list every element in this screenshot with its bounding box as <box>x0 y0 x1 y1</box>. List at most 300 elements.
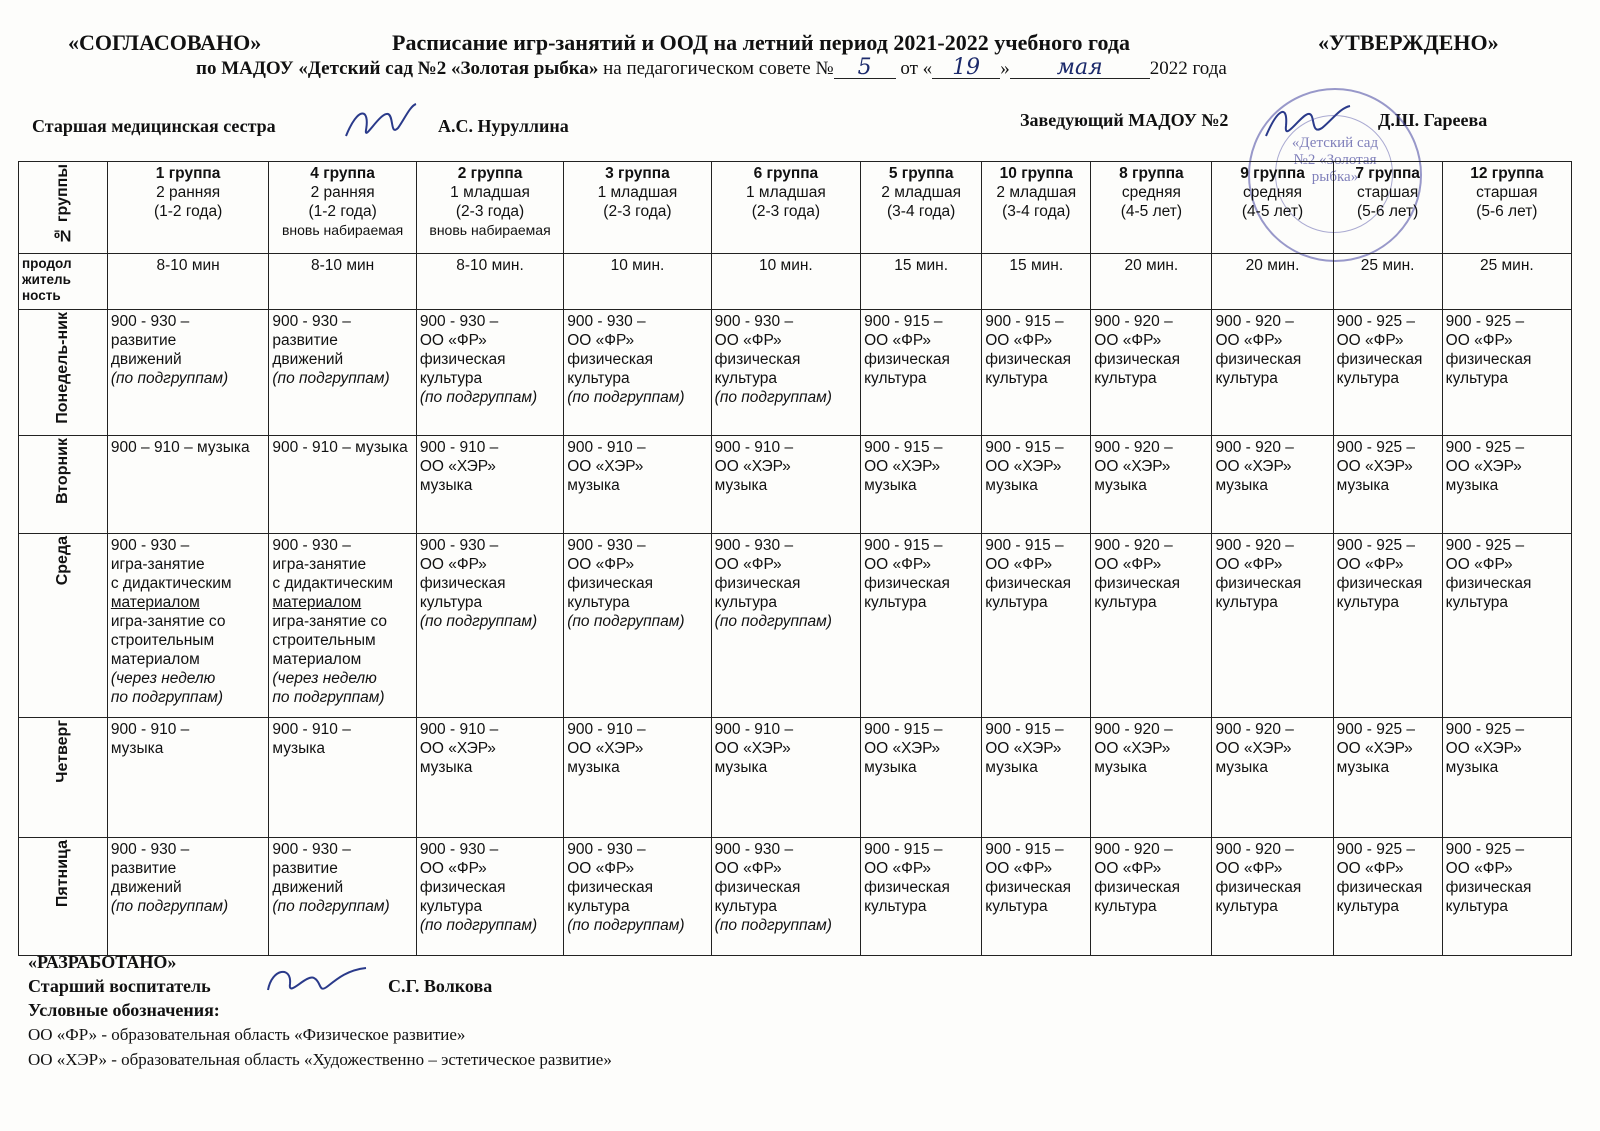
activity-line: развитие <box>110 332 177 349</box>
duration-label: продол житель ность <box>22 256 72 303</box>
session-time: 900 - 910 – <box>714 439 794 456</box>
day-name: Понедель-ник <box>53 312 71 424</box>
session-time: 900 - 915 – <box>985 841 1064 858</box>
session-time: 900 - 910 – <box>272 721 351 738</box>
activity-line: ОО «ХЭР» <box>1094 458 1171 475</box>
activity-line: физическая <box>1215 351 1302 368</box>
activity-line: ОО «ФР» <box>1215 332 1283 349</box>
activity-line: физическая <box>714 879 801 896</box>
schedule-cell <box>1212 436 1333 534</box>
day-label-cell <box>19 718 108 838</box>
developed-label: «РАЗРАБОТАНО» <box>28 952 177 972</box>
activity-note: по подгруппам) <box>110 689 223 706</box>
session-time: 900 - 915 – <box>864 313 943 330</box>
group-header-cell <box>1091 162 1212 254</box>
schedule-cell <box>861 436 982 534</box>
group-header-cell <box>982 162 1091 254</box>
session-time: 900 - 910 – <box>110 721 190 738</box>
activity-line: ОО «ХЭР» <box>714 458 791 475</box>
day-label-cell <box>19 838 108 956</box>
schedule-cell <box>107 436 269 534</box>
council-month: мая <box>1010 58 1150 79</box>
activity-line: физическая <box>714 351 801 368</box>
duration-cell: 10 мин. <box>564 254 711 310</box>
group-name: 9 группа <box>1240 165 1305 182</box>
schedule-cell <box>107 534 269 718</box>
schedule-cell <box>711 310 860 436</box>
activity-line: культура <box>567 370 630 387</box>
activity-line: движений <box>272 879 344 896</box>
schedule-cell <box>1333 838 1442 956</box>
session-time: 900 - 915 – <box>985 721 1064 738</box>
activity-line: развитие <box>272 860 338 877</box>
activity-line: культура <box>1215 594 1278 611</box>
activity-line: материалом <box>272 651 362 668</box>
activity-line: культура <box>714 898 778 915</box>
duration-cell: 8-10 мин <box>107 254 269 310</box>
session-time: 900 - 910 – <box>567 439 646 456</box>
day-close: » <box>1000 58 1010 79</box>
activity-line: культура <box>567 898 630 915</box>
activity-line: культура <box>1094 594 1157 611</box>
session-time: 900 - 925 – <box>1445 721 1525 738</box>
activity-note: (через неделю <box>110 670 216 687</box>
activity-line: ОО «ФР» <box>714 860 782 877</box>
activity-line: культура <box>1445 370 1509 387</box>
schedule-cell <box>269 310 416 436</box>
educator-name: С.Г. Волкова <box>388 976 493 996</box>
group-desc-line: 2 ранняя <box>310 184 375 201</box>
activity-line: музыка <box>985 477 1038 494</box>
session-time: 900 - 930 – <box>110 313 190 330</box>
page-title: Расписание игр-занятий и ООД на летний период 2021-2022 учебного года <box>392 30 1130 55</box>
schedule-cell <box>1333 310 1442 436</box>
session-time: 900 - 925 – <box>1445 841 1525 858</box>
schedule-cell <box>1091 534 1212 718</box>
activity-line: ОО «ХЭР» <box>1215 740 1292 757</box>
group-header-cell <box>107 162 269 254</box>
group-header-cell <box>416 162 563 254</box>
activity-note: (по подгруппам) <box>272 370 390 387</box>
session-time: 900 - 910 – <box>419 721 499 738</box>
schedule-cell <box>107 310 269 436</box>
activity-line: движений <box>110 351 182 368</box>
activity-line: строительным <box>272 632 376 649</box>
session-time: 900 - 930 – <box>110 841 190 858</box>
activity-line: ОО «ФР» <box>1445 332 1513 349</box>
schedule-cell <box>564 436 711 534</box>
activity-line: культура <box>1094 898 1157 915</box>
head-name: Д.Ш. Гареева <box>1378 110 1488 130</box>
subtitle-council: на педагогическом совете № <box>603 58 834 79</box>
schedule-cell <box>861 310 982 436</box>
activity-note: (по подгруппам) <box>419 613 538 630</box>
activity-line: ОО «ХЭР» <box>1336 740 1413 757</box>
nurse-label: Старшая медицинская сестра <box>32 116 276 136</box>
activity-line: с дидактическим <box>110 575 232 592</box>
session-time: 900 – 910 – музыка <box>110 439 250 456</box>
session-time: 900 - 910 – музыка <box>272 439 408 456</box>
activity-line: музыка <box>567 759 620 776</box>
activity-note: (по подгруппам) <box>419 389 538 406</box>
group-name: 10 группа <box>999 165 1073 182</box>
activity-line: физическая <box>419 575 506 592</box>
activity-line: развитие <box>272 332 338 349</box>
schedule-cell <box>269 718 416 838</box>
activity-line: физическая <box>1336 351 1423 368</box>
activity-line: игра-занятие <box>272 556 367 573</box>
activity-line: ОО «ХЭР» <box>1094 740 1171 757</box>
activity-line: музыка <box>1336 759 1390 776</box>
schedule-cell <box>416 310 563 436</box>
group-header-cell <box>269 162 416 254</box>
session-time: 900 - 930 – <box>567 313 646 330</box>
group-desc-line: старшая <box>1356 184 1419 201</box>
activity-line: ОО «ФР» <box>567 332 635 349</box>
session-time: 900 - 930 – <box>419 841 499 858</box>
schedule-cell <box>1442 534 1571 718</box>
activity-line: культура <box>1336 898 1399 915</box>
session-time: 900 - 910 – <box>419 439 499 456</box>
stamp-text: «Детский сад №2 «Золотая рыбка» <box>1291 135 1379 185</box>
schedule-cell <box>861 838 982 956</box>
activity-line: ОО «ХЭР» <box>864 740 941 757</box>
session-time: 900 - 930 – <box>714 841 794 858</box>
day-row <box>19 718 1572 838</box>
group-number-label: № группы <box>53 164 71 244</box>
duration-cell: 8-10 мин <box>269 254 416 310</box>
group-name: 4 группа <box>310 165 375 182</box>
activity-line: ОО «ФР» <box>864 332 932 349</box>
duration-label-cell <box>19 254 108 310</box>
activity-note: (по подгруппам) <box>567 613 685 630</box>
session-time: 900 - 925 – <box>1336 313 1416 330</box>
activity-line: ОО «ФР» <box>1336 332 1404 349</box>
head-label: Заведующий МАДОУ №2 <box>1020 110 1229 130</box>
activity-line: физическая <box>419 351 506 368</box>
session-time: 900 - 930 – <box>419 537 499 554</box>
activity-line: музыка <box>1215 477 1269 494</box>
session-time: 900 - 920 – <box>1094 841 1173 858</box>
legend-fr: ОО «ФР» - образовательная область «Физическое развитие» <box>28 1025 466 1044</box>
activity-note: (по подгруппам) <box>714 613 832 630</box>
activity-line: музыка <box>985 759 1038 776</box>
activity-line: ОО «ХЭР» <box>985 458 1062 475</box>
group-name: 1 группа <box>155 165 221 182</box>
day-label-cell <box>19 310 108 436</box>
schedule-table <box>18 161 1572 956</box>
schedule-cell <box>1212 718 1333 838</box>
schedule-cell <box>416 534 563 718</box>
session-time: 900 - 915 – <box>985 439 1064 456</box>
activity-line: культура <box>714 594 778 611</box>
activity-line: культура <box>985 594 1048 611</box>
activity-line: культура <box>1215 898 1278 915</box>
activity-line: ОО «ХЭР» <box>985 740 1062 757</box>
duration-cell: 8-10 мин. <box>416 254 563 310</box>
group-header-cell <box>564 162 711 254</box>
activity-line: музыка <box>1094 477 1147 494</box>
activity-note: (по подгруппам) <box>419 917 538 934</box>
group-desc-line: (2-3 года) <box>751 203 821 220</box>
activity-line: культура <box>419 370 483 387</box>
duration-cell: 25 мин. <box>1442 254 1571 310</box>
day-row <box>19 534 1572 718</box>
schedule-cell <box>982 310 1091 436</box>
session-time: 900 - 930 – <box>714 313 794 330</box>
activity-line: ОО «ХЭР» <box>1336 458 1413 475</box>
activity-line: физическая <box>1215 575 1302 592</box>
activity-line: музыка <box>419 477 473 494</box>
session-time: 900 - 915 – <box>864 537 943 554</box>
activity-line: ОО «ФР» <box>419 556 487 573</box>
session-time: 900 - 915 – <box>864 721 943 738</box>
activity-line: культура <box>864 594 927 611</box>
activity-line: культура <box>985 370 1048 387</box>
duration-cell: 15 мин. <box>982 254 1091 310</box>
activity-line: музыка <box>1445 477 1499 494</box>
schedule-cell <box>982 534 1091 718</box>
session-time: 900 - 920 – <box>1215 313 1294 330</box>
activity-line: музыка <box>110 740 164 757</box>
activity-note: (по подгруппам) <box>110 898 229 915</box>
activity-line: музыка <box>1445 759 1499 776</box>
activity-note: (по подгруппам) <box>110 370 229 387</box>
activity-line: ОО «ФР» <box>1094 332 1162 349</box>
group-desc-line: (2-3 года) <box>603 203 672 220</box>
schedule-cell <box>1333 534 1442 718</box>
activity-line: физическая <box>567 351 653 368</box>
duration-cell: 20 мин. <box>1091 254 1212 310</box>
session-time: 900 - 920 – <box>1094 721 1173 738</box>
session-time: 900 - 930 – <box>272 537 351 554</box>
activity-line: физическая <box>567 879 653 896</box>
schedule-cell <box>1091 310 1212 436</box>
schedule-cell <box>982 436 1091 534</box>
group-extra: вновь набираемая <box>429 222 551 238</box>
session-time: 900 - 910 – <box>714 721 794 738</box>
activity-line: ОО «ФР» <box>1215 860 1283 877</box>
duration-cell: 20 мин. <box>1212 254 1333 310</box>
schedule-cell <box>564 534 711 718</box>
educator-label: Старший воспитатель <box>28 976 211 996</box>
activity-line: ОО «ФР» <box>1336 556 1404 573</box>
activity-line: физическая <box>567 575 653 592</box>
activity-line: музыка <box>714 759 768 776</box>
session-time: 900 - 920 – <box>1215 721 1294 738</box>
schedule-cell <box>269 838 416 956</box>
group-desc-line: (3-4 года) <box>887 203 956 220</box>
activity-line: культура <box>1336 594 1399 611</box>
group-desc-line: (1-2 года) <box>308 203 377 220</box>
activity-line: культура <box>567 594 630 611</box>
activity-line: ОО «ХЭР» <box>714 740 791 757</box>
activity-note: (по подгруппам) <box>567 389 685 406</box>
activity-line: ОО «ФР» <box>1336 860 1404 877</box>
session-time: 900 - 925 – <box>1336 537 1416 554</box>
activity-underlined: материалом <box>272 594 362 611</box>
session-time: 900 - 915 – <box>864 439 943 456</box>
group-name: 6 группа <box>753 165 819 182</box>
activity-line: физическая <box>864 351 950 368</box>
duration-row <box>19 254 1572 310</box>
activity-line: ОО «ХЭР» <box>567 740 644 757</box>
activity-line: игра-занятие <box>110 556 205 573</box>
group-header-cell <box>1333 162 1442 254</box>
schedule-cell <box>1212 838 1333 956</box>
session-time: 900 - 920 – <box>1094 313 1173 330</box>
day-row <box>19 436 1572 534</box>
activity-line: строительным <box>110 632 215 649</box>
day-row <box>19 310 1572 436</box>
group-name: 12 группа <box>1470 165 1544 182</box>
group-desc-line: (2-3 года) <box>455 203 525 220</box>
session-time: 900 - 930 – <box>272 313 351 330</box>
schedule-cell <box>416 718 563 838</box>
group-name: 7 группа <box>1355 165 1420 182</box>
schedule-cell <box>982 718 1091 838</box>
activity-line: ОО «ФР» <box>1094 556 1162 573</box>
session-time: 900 - 920 – <box>1094 537 1173 554</box>
nurse-signature <box>340 100 422 148</box>
group-desc-line: средняя <box>1243 184 1303 201</box>
subtitle-line <box>196 55 1227 80</box>
activity-line: ОО «ХЭР» <box>567 458 644 475</box>
activity-line: физическая <box>1445 575 1532 592</box>
activity-line: ОО «ФР» <box>985 332 1053 349</box>
activity-line: культура <box>864 898 927 915</box>
group-desc-line: 2 младшая <box>881 184 962 201</box>
group-header-cell <box>1442 162 1571 254</box>
activity-line: ОО «ФР» <box>1215 556 1283 573</box>
activity-line: музыка <box>1215 759 1269 776</box>
group-extra: вновь набираемая <box>281 222 404 238</box>
activity-line: музыка <box>1094 759 1147 776</box>
activity-line: физическая <box>985 351 1072 368</box>
group-desc-line: (1-2 года) <box>153 203 223 220</box>
activity-line: ОО «ХЭР» <box>864 458 941 475</box>
schedule-cell <box>269 436 416 534</box>
group-desc-line: (3-4 года) <box>1002 203 1071 220</box>
duration-cell: 25 мин. <box>1333 254 1442 310</box>
schedule-cell <box>982 838 1091 956</box>
activity-line: физическая <box>864 575 950 592</box>
session-time: 900 - 915 – <box>864 841 943 858</box>
session-time: 900 - 930 – <box>419 313 499 330</box>
activity-line: физическая <box>419 879 506 896</box>
year-suffix: 2022 года <box>1149 58 1227 79</box>
group-desc-line: 2 младшая <box>996 184 1077 201</box>
group-desc-line: 2 ранняя <box>156 184 221 201</box>
activity-line: культура <box>1215 370 1278 387</box>
group-header-cell <box>711 162 860 254</box>
council-number: 5 <box>834 58 896 79</box>
activity-line: ОО «ФР» <box>1445 860 1513 877</box>
activity-line: культура <box>985 898 1048 915</box>
activity-line: развитие <box>110 860 177 877</box>
group-desc-line: 1 младшая <box>450 184 530 201</box>
schedule-cell <box>1333 718 1442 838</box>
activity-line: культура <box>1336 370 1399 387</box>
schedule-cell <box>564 838 711 956</box>
educator-signature <box>262 960 372 1004</box>
activity-line: физическая <box>985 879 1072 896</box>
session-time: 900 - 925 – <box>1336 439 1416 456</box>
corner-cell <box>19 162 108 254</box>
activity-note: (по подгруппам) <box>714 917 832 934</box>
activity-line: физическая <box>985 575 1072 592</box>
activity-line: ОО «ФР» <box>985 860 1053 877</box>
group-header-cell <box>861 162 982 254</box>
schedule-cell <box>564 310 711 436</box>
activity-line: движений <box>110 879 182 896</box>
activity-line: культура <box>714 370 778 387</box>
schedule-cell <box>416 436 563 534</box>
activity-note: (по подгруппам) <box>714 389 832 406</box>
session-time: 900 - 930 – <box>714 537 794 554</box>
session-time: 900 - 925 – <box>1445 313 1525 330</box>
activity-line: физическая <box>1336 575 1423 592</box>
activity-line: ОО «ХЭР» <box>1445 740 1522 757</box>
group-desc-line: 1 младшая <box>746 184 826 201</box>
activity-line: ОО «ХЭР» <box>419 740 496 757</box>
activity-line: музыка <box>864 477 917 494</box>
activity-note: (по подгруппам) <box>272 898 390 915</box>
schedule-cell <box>1091 838 1212 956</box>
activity-underlined: материалом <box>110 594 200 611</box>
schedule-cell <box>1212 310 1333 436</box>
activity-note: по подгруппам) <box>272 689 385 706</box>
group-desc-line: (4-5 лет) <box>1241 203 1304 220</box>
session-time: 900 - 925 – <box>1445 537 1525 554</box>
legend-her: ОО «ХЭР» - образовательная область «Художественно – эстетическое развитие» <box>28 1050 612 1069</box>
agreed-label: «СОГЛАСОВАНО» <box>68 30 262 55</box>
nurse-name: А.С. Нуруллина <box>438 116 569 136</box>
activity-line: культура <box>1445 898 1509 915</box>
activity-line: музыка <box>567 477 620 494</box>
activity-line: с дидактическим <box>272 575 394 592</box>
schedule-cell <box>1212 534 1333 718</box>
schedule-cell <box>1333 436 1442 534</box>
activity-line: физическая <box>1445 879 1532 896</box>
subtitle-org: по МАДОУ «Детский сад №2 «Золотая рыбка» <box>196 58 599 79</box>
activity-line: ОО «ХЭР» <box>1215 458 1292 475</box>
activity-line: физическая <box>1215 879 1302 896</box>
activity-line: музыка <box>419 759 473 776</box>
session-time: 900 - 920 – <box>1094 439 1173 456</box>
activity-line: физическая <box>1094 879 1181 896</box>
activity-line: музыка <box>1336 477 1390 494</box>
activity-line: ОО «ФР» <box>1094 860 1162 877</box>
activity-line: ОО «ФР» <box>864 556 932 573</box>
activity-note: (по подгруппам) <box>567 917 685 934</box>
activity-line: ОО «ФР» <box>714 556 782 573</box>
activity-line: ОО «ФР» <box>1445 556 1513 573</box>
activity-line: культура <box>419 594 483 611</box>
group-name: 5 группа <box>888 165 954 182</box>
legend-title: Условные обозначения: <box>28 1000 220 1020</box>
activity-line: физическая <box>1336 879 1423 896</box>
activity-line: материалом <box>110 651 200 668</box>
schedule-cell <box>107 718 269 838</box>
session-time: 900 - 925 – <box>1445 439 1525 456</box>
schedule-cell <box>861 534 982 718</box>
group-header-row <box>19 162 1572 254</box>
activity-line: физическая <box>714 575 801 592</box>
activity-line: музыка <box>272 740 325 757</box>
session-time: 900 - 930 – <box>272 841 351 858</box>
day-label-cell <box>19 534 108 718</box>
